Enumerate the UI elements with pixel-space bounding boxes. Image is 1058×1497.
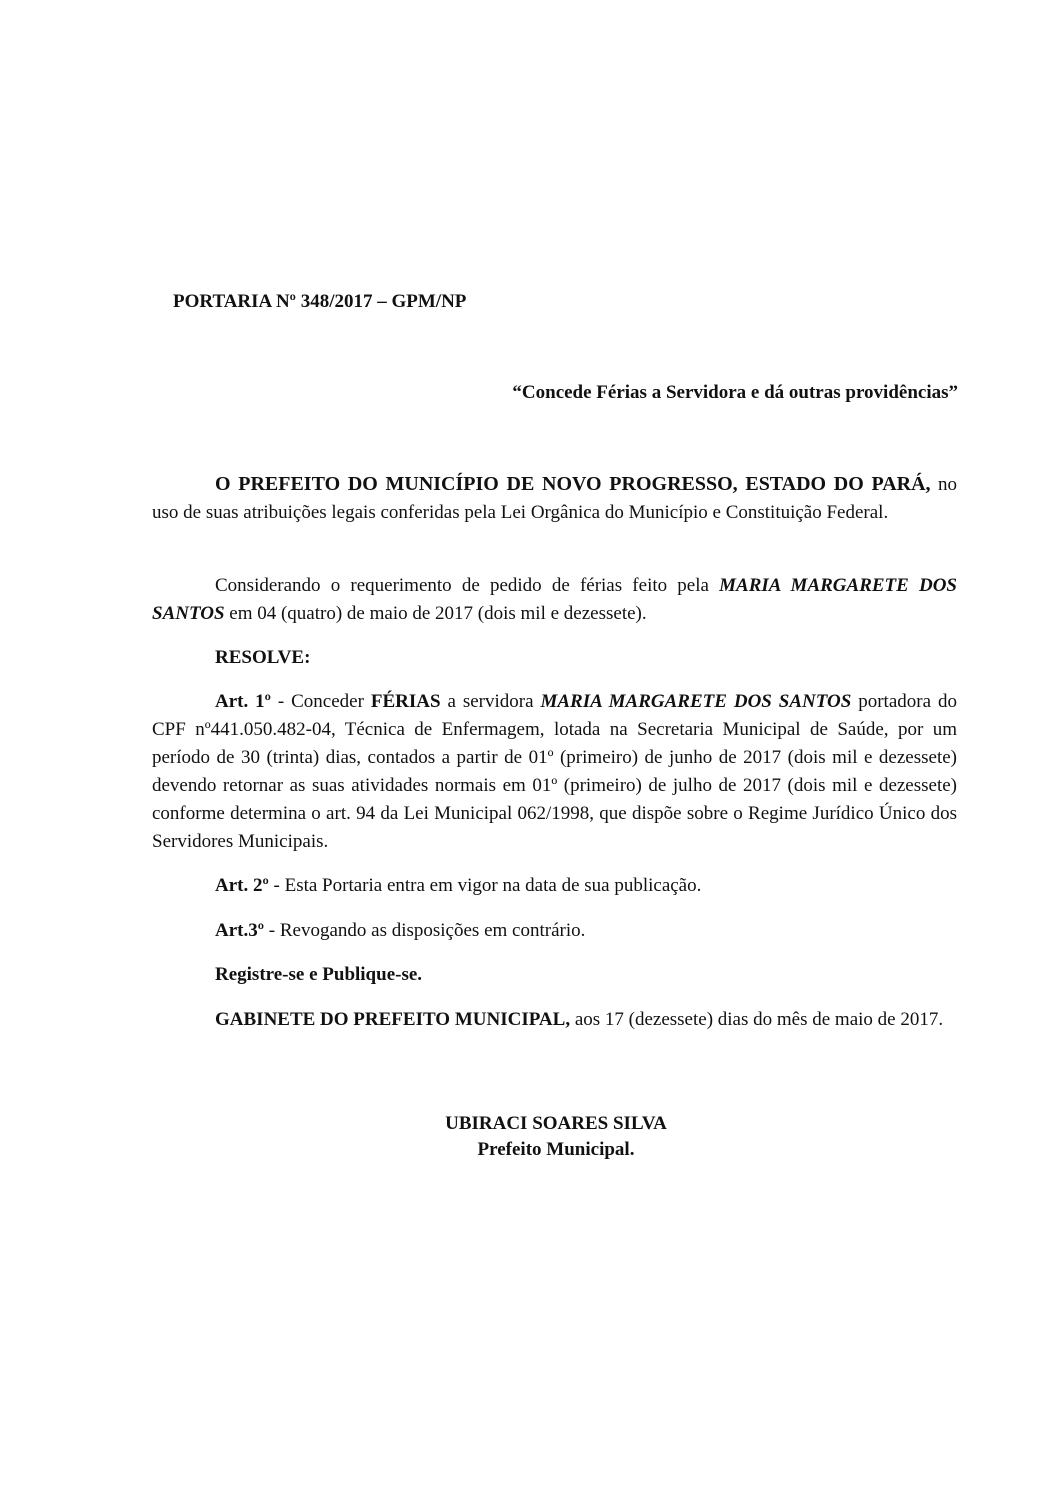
gabinete-label: GABINETE DO PREFEITO MUNICIPAL, [215,1009,571,1030]
registre-line: Registre-se e Publique-se. [215,964,423,985]
gabinete-paragraph [152,1006,957,1034]
article-3-text: - Revogando as disposições em contrário. [264,920,586,941]
article-1-text-mid: a servidora [440,691,541,712]
signature-block [395,1111,717,1163]
article-2 [152,872,957,900]
considerando-text-after: em 04 (quatro) de maio de 2017 (dois mil e dezessete). [224,603,647,624]
intro-paragraph [152,470,957,527]
servidora-name: MARIA MARGARETE DOS SANTOS [152,575,957,624]
article-2-label: Art. 2º [215,875,269,896]
gabinete-text: aos 17 (dezessete) dias do mês de maio de 2017. [570,1009,944,1030]
ferias-word: FÉRIAS [370,691,441,712]
article-3 [152,917,957,945]
considerando-paragraph [152,572,957,628]
article-1-sep: - Conceder [270,691,371,712]
document-ementa: “Concede Férias a Servidora e dá outras providências” [512,382,958,403]
authority-text: O PREFEITO DO MUNICÍPIO DE NOVO PROGRESSO, ESTADO DO PARÁ, [215,473,931,495]
signatory-name: UBIRACI SOARES SILVA [445,1113,667,1134]
article-2-text: - Esta Portaria entra em vigor na data de sua publicação. [268,875,702,896]
article-1-text: portadora do CPF nº441.050.482-04, Técnica de Enfermagem, lotada na Secretaria Municipal de Saúde, por um período de 30 (trinta) dias, contados a partir de 01º (primeiro) de junho de 2017 (dois mil e dezessete) devendo retornar as suas atividades normais em 01º (primeiro) de julho de 2017 (dois mil e dezessete) conforme determina o art. 94 da Lei Municipal 062/1998, que dispõe sobre o Regime Jurídico Único dos Servidores Municipais. [152,691,957,852]
article-1-name: MARIA MARGARETE DOS SANTOS [540,691,852,712]
article-1-label: Art. 1º [215,691,271,712]
considerando-text-before: Considerando o requerimento de pedido de férias feito pela [215,575,720,596]
article-3-label: Art.3º [215,920,265,941]
resolve-heading: RESOLVE: [215,647,311,668]
intro-text: no uso de suas atribuições legais conferidas pela Lei Orgânica do Município e Constituição Federal. [152,474,958,523]
signatory-role: Prefeito Municipal. [477,1139,635,1160]
article-1 [152,688,957,856]
document-title: PORTARIA Nº 348/2017 – GPM/NP [173,291,467,312]
